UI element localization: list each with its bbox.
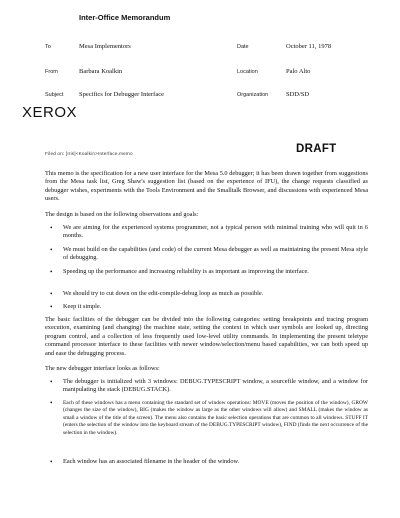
goals-intro: The design is based on the following observations and goals: [45, 211, 199, 218]
subject-label: Subject [45, 92, 64, 98]
xerox-logo: XEROX [22, 104, 78, 121]
intro-paragraph: This memo is the specification for a new user interface for the Mesa 5.0 debugger; it has been drawn together from suggestions from the Mesa task list, Greg Shaw's suggestion list (based on the experience of IFU), the change requests classified as debugger wishes, experiments with the Tools Environment and the Smalltalk Browser, and discussions with experienced Mesa users. [45, 170, 368, 203]
organization-label: Organization [237, 92, 269, 98]
list-item: • Each of these windows has a menu containing the standard set of window operations: MOVE (moves the position of the window), GROW (changes the size of the window), BIG (makes the window as large as the other windows will allow) and SMALL (makes the window as small a window of the title of the screen). The menu also contains the basic selection operations that are common to all windows. STUFF IT (enters the selection of the window into the keyboard stream of the DEBUG.TYPESCRIPT window), FIND (finds the next occurrence of the selection in the window). [50, 399, 368, 436]
location-label: Location [237, 69, 258, 75]
bullet-icon: • [50, 290, 53, 298]
list-item: • Each window has an associated filename in the header of the window. [50, 458, 240, 466]
bullet-icon: • [50, 458, 53, 466]
bullet-icon: • [50, 246, 53, 254]
organization-value: SDD/SD [286, 91, 310, 98]
date-label: Date [237, 44, 249, 50]
bullet-icon: • [50, 378, 53, 386]
list-item: • Keep it simple. [50, 303, 102, 311]
memo-title: Inter-Office Memorandum [79, 13, 171, 22]
list-item: • We should try to cut down on the edit-compile-debug loop as much as possible. [50, 290, 264, 298]
filed-on-line: Filed on: [Iris]<Koalkin>Interface.memo [45, 151, 133, 156]
list-item: • The debugger is initialized with 3 windows: DEBUG.TYPESCRIPT window, a sourcefile window, and a window for manipulating the stack (DEBUG.STACK). [50, 378, 368, 394]
bullet-icon: • [50, 399, 53, 407]
interface-intro: The new debugger interface looks as follows: [45, 365, 160, 372]
bullet-icon: • [50, 303, 53, 311]
subject-value: Specifics for Debugger Interface [79, 91, 164, 98]
list-item: • Speeding up the performance and increasing reliability is as important as improving the interface. [50, 268, 309, 276]
to-label: To [45, 44, 51, 50]
list-item: • We are aiming for the experienced systems programmer, not a typical person with minimal training who will quit in 6 months. [50, 224, 368, 240]
draft-stamp: DRAFT [296, 143, 337, 155]
bullet-icon: • [50, 224, 53, 232]
location-value: Palo Alto [286, 68, 311, 75]
bullet-icon: • [50, 268, 53, 276]
from-value: Barbara Koalkin [79, 68, 123, 75]
to-value: Mesa Implementors [79, 43, 131, 50]
from-label: From [45, 69, 58, 75]
date-value: October 11, 1978 [286, 43, 332, 50]
facilities-paragraph: The basic facilities of the debugger can be divided into the following categories: setting breakpoints and tracing program execution, examining (and changing) the machine state, setting the context in which user symbols are looked up, directing program control, and a collection of less frequently used low-level utility commands. In implementing the present teletype command processor interface to these facilities with newer window/selection/menu based capabilities, we can both speed up and ease the debugging process. [45, 316, 368, 357]
list-item: • We must build on the capabilities (and code) of the current Mesa debugger as well as maintaining the present Mesa style of debugging. [50, 246, 368, 262]
